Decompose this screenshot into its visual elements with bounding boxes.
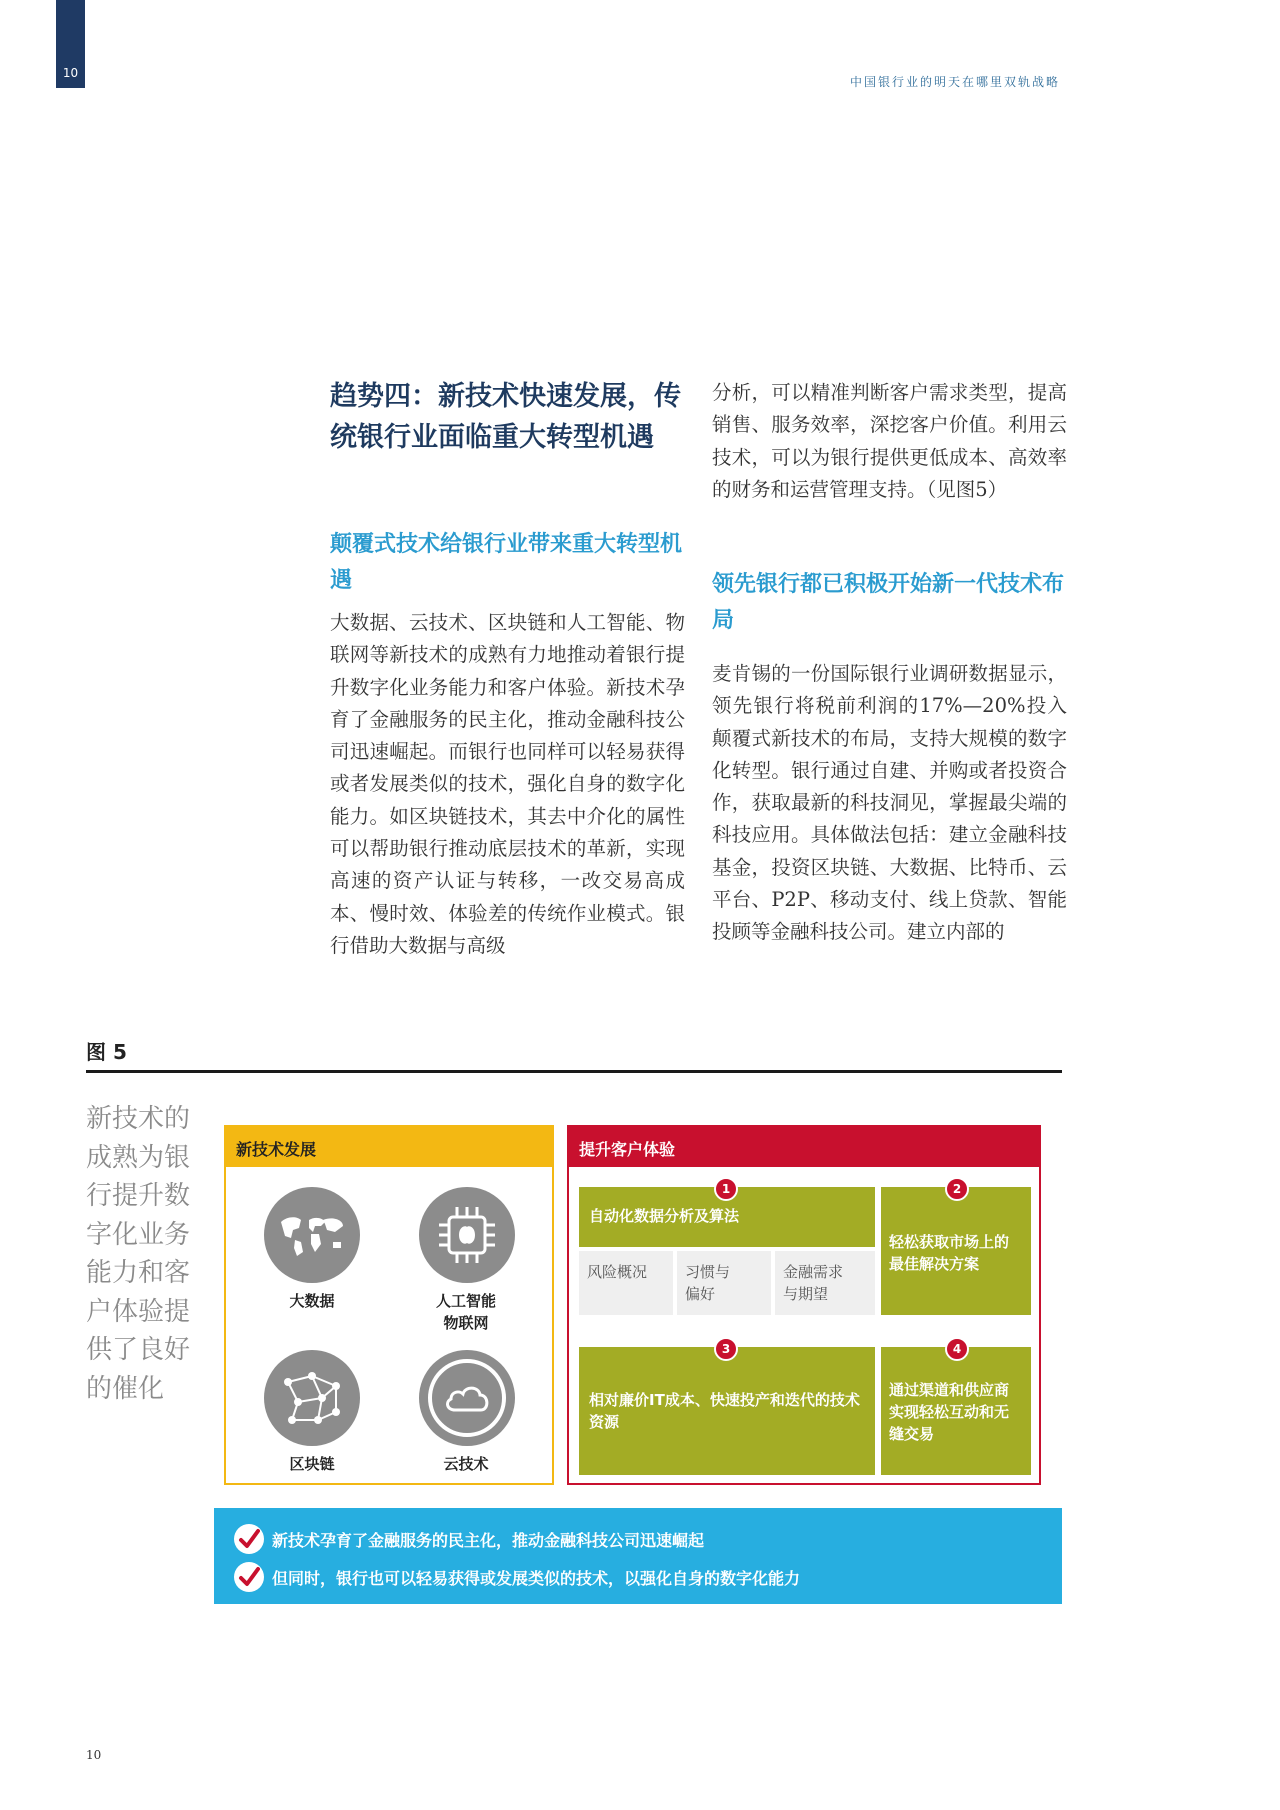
figure-caption: 新技术的成熟为银行提升数字化业务能力和客户体验提供了良好的催化 (86, 1104, 191, 1404)
risk-profile-cell (579, 1251, 673, 1315)
new-tech-panel (224, 1125, 554, 1485)
figure-divider (86, 1070, 1062, 1073)
paragraph-analysis-cloud: 分析，可以精准判断客户需求类型，提高销售、服务效率，深挖客户价值。利用云技术，可以为银行提供更低成本、高效率的财务和运营管理支持。（见图5） (712, 381, 1067, 501)
risk-profile-text: 风险概况 (587, 1263, 648, 1281)
brain-chip-icon (419, 1187, 515, 1283)
tech-label-cloud: 云技术 (443, 1455, 489, 1473)
step-badge-2: 2 (945, 1177, 969, 1201)
seamless-transaction-box: 通过渠道和供应商实现轻松互动和无缝交易 (881, 1347, 1031, 1475)
tech-label-ai-iot-text: 人工智能 物联网 (435, 1292, 496, 1332)
customer-experience-panel-title: 提升客户体验 (579, 1140, 676, 1159)
habits-preferences-text: 习惯与 偏好 (685, 1263, 731, 1303)
checkmark-icon (234, 1524, 264, 1554)
subheading-leading-banks: 领先银行都已积极开始新一代技术布局 (712, 571, 1065, 633)
checkmark-icon (234, 1562, 264, 1592)
banner-text-1: 新技术孕育了金融服务的民主化，推动金融科技公司迅速崛起 (272, 1530, 705, 1550)
subheading-disruptive-tech: 颠覆式技术给银行业带来重大转型机遇 (330, 531, 683, 593)
running-header-title: 中国银行业的明天在哪里双轨战略 (849, 75, 1060, 89)
tech-label-blockchain: 区块链 (289, 1455, 335, 1473)
habits-preferences-cell (677, 1251, 771, 1315)
paragraph-new-tech: 大数据、云技术、区块链和人工智能、物联网等新技术的成熟有力地推动着银行提升数字化业务能力和客户体验。新技术孕育了金融服务的民主化，推动金融科技公司迅速崛起。而银行也同样可以轻易获得或者发展类似的技术，强化自身的数字化能力。如区块链技术，其去中介化的属性可以帮助银行推动底层技术的革新，实现高速的资产认证与转移，一改交易高成本、慢时效、体验差的传统作业模式。银行借助大数据与高级 (330, 611, 685, 957)
customer-experience-panel (567, 1125, 1041, 1485)
low-cost-it-box: 相对廉价IT成本、快速投产和迭代的技术资源 (579, 1347, 875, 1475)
page-number-tab-label: 10 (62, 66, 79, 80)
step-badge-3: 3 (714, 1337, 738, 1361)
financial-needs-cell (775, 1251, 875, 1315)
step-badge-1: 1 (714, 1177, 738, 1201)
section-heading: 趋势四：新技术快速发展，传统银行业面临重大转型机遇 (330, 381, 681, 453)
banner-text-2: 但同时，银行也可以轻易获得或发展类似的技术，以强化自身的数字化能力 (272, 1568, 801, 1588)
world-map-icon (264, 1187, 360, 1283)
tech-label-ai-iot (396, 1290, 536, 1334)
banner-row-1 (234, 1522, 704, 1556)
cloud-icon (419, 1350, 515, 1446)
financial-needs-text: 金融需求 与期望 (783, 1263, 844, 1303)
paragraph-mckinsey-survey: 麦肯锡的一份国际银行业调研数据显示，领先银行将税前利润的17%—20%投入颠覆式新技术的布局，支持大规模的数字化转型。银行通过自建、并购或者投资合作，获取最新的科技洞见，掌握最尖端的科技应用。具体做法包括：建立金融科技基金，投资区块链、大数据、比特币、云平台、P2P、移动支付、线上贷款、智能投顾等金融科技公司。建立内部的 (712, 662, 1067, 944)
best-solutions-box: 轻松获取市场上的最佳解决方案 (881, 1187, 1031, 1315)
banner-row-2 (234, 1560, 800, 1594)
conclusion-banner (214, 1508, 1062, 1604)
network-nodes-icon (264, 1350, 360, 1446)
figure-label: 图 5 (86, 1040, 127, 1064)
footer-page-number: 10 (86, 1748, 102, 1762)
new-tech-panel-title: 新技术发展 (236, 1140, 317, 1159)
automated-analytics-box: 自动化数据分析及算法 (579, 1187, 875, 1247)
step-badge-4: 4 (945, 1337, 969, 1361)
tech-label-big-data: 大数据 (289, 1292, 335, 1310)
